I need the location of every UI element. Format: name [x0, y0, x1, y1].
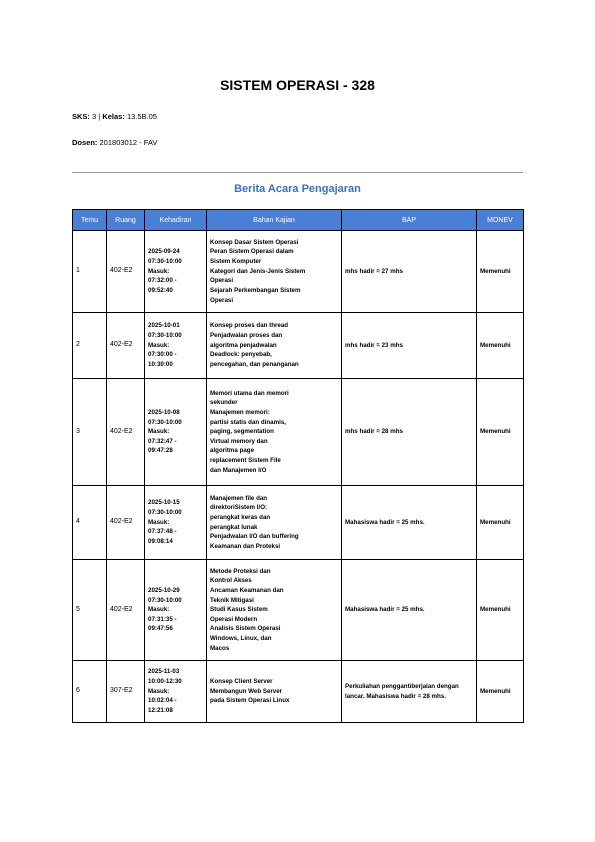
- cell-kehadiran-line: 07:32:00 -: [148, 277, 177, 285]
- cell-kehadiran-line: Masuk:: [148, 606, 170, 614]
- cell-kehadiran: [145, 379, 207, 486]
- cell-bahan-kajian-line: sekunder: [210, 399, 238, 407]
- header-temu: Temu: [73, 210, 107, 231]
- header-bap: BAP: [342, 210, 477, 231]
- cell-kehadiran: [145, 313, 207, 379]
- cell-ruang: 402-E2: [107, 231, 145, 313]
- table-row: [73, 486, 524, 560]
- cell-bap: Mahasiswa hadir = 25 mhs.: [342, 486, 477, 560]
- table-row: [73, 231, 524, 313]
- cell-bahan-kajian-line: paging, segmentation: [210, 428, 274, 436]
- header-monev: MONEV: [477, 210, 524, 231]
- cell-kehadiran-line: 10:02:04 -: [148, 697, 177, 705]
- cell-kehadiran-line: 07:31:35 -: [148, 615, 177, 623]
- cell-kehadiran: [145, 560, 207, 661]
- cell-bap: mhs hadir = 27 mhs: [342, 231, 477, 313]
- cell-kehadiran-line: Masuk:: [148, 341, 170, 349]
- cell-bahan-kajian: [207, 313, 342, 379]
- cell-kehadiran-line: 07:37:48 -: [148, 528, 177, 536]
- section-title: Berita Acara Pengajaran: [234, 183, 361, 195]
- cell-ruang: 402-E2: [107, 560, 145, 661]
- cell-ruang: 402-E2: [107, 486, 145, 560]
- cell-monev: Memenuhi: [477, 486, 524, 560]
- cell-monev: Memenuhi: [477, 313, 524, 379]
- cell-bahan-kajian: [207, 379, 342, 486]
- cell-kehadiran-line: 07:30-10:00: [148, 596, 182, 604]
- cell-bahan-kajian-line: Peran Sistem Operasi dalam: [210, 248, 294, 256]
- cell-bahan-kajian-line: Kontrol Akses: [210, 577, 252, 585]
- cell-bahan-kajian: [207, 560, 342, 661]
- cell-kehadiran-line: 10:30:00: [148, 360, 173, 368]
- sks-label: SKS:: [72, 112, 90, 121]
- cell-kehadiran: [145, 231, 207, 313]
- cell-kehadiran-line: 09:47:28: [148, 447, 173, 455]
- teaching-record-table: [72, 209, 524, 723]
- header-bahan-kajian: Bahan Kajian: [207, 210, 342, 231]
- cell-kehadiran-line: 09:08:14: [148, 537, 173, 545]
- cell-kehadiran-line: 07:30-10:00: [148, 509, 182, 517]
- dosen-value: 201803012 - FAV: [99, 138, 158, 147]
- cell-bahan-kajian-line: Membangun Web Server: [210, 687, 283, 695]
- cell-bahan-kajian-line: Operasi: [210, 296, 234, 304]
- table-row: [73, 313, 524, 379]
- cell-monev: Memenuhi: [477, 661, 524, 723]
- cell-bahan-kajian: [207, 661, 342, 723]
- cell-bahan-kajian-line: pencegahan, dan penanganan: [210, 360, 299, 368]
- cell-kehadiran: [145, 486, 207, 560]
- cell-kehadiran-line: 2025-10-15: [148, 499, 180, 507]
- cell-ruang: 402-E2: [107, 379, 145, 486]
- cell-bahan-kajian-line: Deadlock: penyebab,: [210, 351, 272, 359]
- cell-kehadiran-line: 09:47:56: [148, 625, 173, 633]
- header-ruang: Ruang: [107, 210, 145, 231]
- cell-bahan-kajian-line: perangkat keras dan: [210, 513, 271, 521]
- cell-bahan-kajian-line: Kategori dan Jenis-Jenis Sistem: [210, 267, 306, 275]
- cell-bahan-kajian-line: direktoriSistem I/O:: [210, 504, 268, 512]
- cell-bahan-kajian-line: Manajemen file dan: [210, 494, 268, 502]
- cell-bahan-kajian-line: dan Manajemen I/O: [210, 466, 267, 474]
- cell-bahan-kajian-line: replacement Sistem File: [210, 457, 281, 465]
- table-header-row: [73, 210, 524, 231]
- table-row: [73, 560, 524, 661]
- cell-bahan-kajian-line: Macos: [210, 644, 230, 652]
- cell-bahan-kajian-line: Operasi: [210, 277, 234, 285]
- cell-bahan-kajian-line: Penjadwalan I/O dan buffering: [210, 533, 299, 541]
- table-row: [73, 661, 524, 723]
- cell-bahan-kajian: [207, 486, 342, 560]
- cell-temu: 2: [73, 313, 107, 379]
- cell-bap: mhs hadir = 28 mhs: [342, 379, 477, 486]
- cell-kehadiran-line: 2025-10-01: [148, 322, 180, 330]
- cell-temu: 3: [73, 379, 107, 486]
- cell-kehadiran-line: 07:30:00 -: [148, 351, 177, 359]
- header-kehadiran: Kehadiran: [145, 210, 207, 231]
- cell-ruang: 307-E2: [107, 661, 145, 723]
- cell-bahan-kajian-line: Teknik Mitigasi: [210, 596, 254, 604]
- cell-bahan-kajian-line: Konsep proses dan thread: [210, 322, 289, 330]
- cell-bahan-kajian-line: Operasi Modern: [210, 615, 258, 623]
- cell-bahan-kajian-line: pada Sistem Operasi Linux: [210, 697, 290, 705]
- cell-bahan-kajian: [207, 231, 342, 313]
- cell-monev: Memenuhi: [477, 560, 524, 661]
- cell-kehadiran-line: 2025-09-24: [148, 248, 180, 256]
- cell-bahan-kajian-line: Penjadwalan proses dan: [210, 332, 283, 340]
- cell-bahan-kajian-line: Konsep Client Server: [210, 678, 273, 686]
- cell-bahan-kajian-line: algoritma penjadwalan: [210, 341, 277, 349]
- table-row: [73, 379, 524, 486]
- cell-kehadiran-line: 2025-10-08: [148, 408, 180, 416]
- cell-ruang: 402-E2: [107, 313, 145, 379]
- cell-bahan-kajian-line: Konsep Dasar Sistem Operasi: [210, 238, 299, 246]
- cell-temu: 6: [73, 661, 107, 723]
- separator: |: [98, 112, 101, 121]
- cell-kehadiran-line: 2025-10-29: [148, 586, 180, 594]
- cell-bahan-kajian-line: Metode Proteksi dan: [210, 567, 271, 575]
- cell-temu: 5: [73, 560, 107, 661]
- cell-bahan-kajian-line: Sistem Komputer: [210, 258, 262, 266]
- cell-kehadiran-line: 2025-11-03: [148, 668, 180, 676]
- cell-kehadiran-line: 09:52:40: [148, 286, 173, 294]
- cell-bahan-kajian-line: Ancaman Keamanan dan: [210, 586, 284, 594]
- cell-bahan-kajian-line: Manajemen memori:: [210, 408, 270, 416]
- lecturer-info: [72, 138, 157, 147]
- cell-bahan-kajian-line: perangkat lunak: [210, 523, 258, 531]
- cell-monev: Memenuhi: [477, 379, 524, 486]
- cell-kehadiran-line: 12:21:08: [148, 706, 173, 714]
- cell-bahan-kajian-line: Virtual memory dan: [210, 437, 268, 445]
- cell-kehadiran-line: Masuk:: [148, 428, 170, 436]
- dosen-label: Dosen:: [72, 138, 98, 147]
- cell-temu: 4: [73, 486, 107, 560]
- course-info: [72, 112, 157, 121]
- cell-kehadiran-line: Masuk:: [148, 518, 170, 526]
- cell-bahan-kajian-line: Sejarah Perkembangan Sistem: [210, 286, 301, 294]
- cell-kehadiran-line: Masuk:: [148, 267, 170, 275]
- cell-temu: 1: [73, 231, 107, 313]
- sks-value: 3: [92, 112, 97, 121]
- cell-kehadiran-line: Masuk:: [148, 687, 170, 695]
- cell-bap: Perkuliahan penggantiberjalan dengan lancar. Mahasiswa hadir = 28 mhs.: [342, 661, 477, 723]
- cell-kehadiran-line: 07:30-10:00: [148, 258, 182, 266]
- cell-kehadiran-line: 07:32:47 -: [148, 437, 177, 445]
- cell-bahan-kajian-line: algoritma page: [210, 447, 255, 455]
- cell-kehadiran-line: 07:30-10:00: [148, 332, 182, 340]
- cell-bahan-kajian-line: Keamanan dan Proteksi: [210, 542, 281, 550]
- page-title: SISTEM OPERASI - 328: [220, 77, 375, 93]
- cell-bap: Mahasiswa hadir = 25 mhs.: [342, 560, 477, 661]
- cell-bahan-kajian-line: Memori utama dan memori: [210, 389, 289, 397]
- cell-kehadiran: [145, 661, 207, 723]
- cell-bap: mhs hadir = 23 mhs: [342, 313, 477, 379]
- cell-bahan-kajian-line: Analisis Sistem Operasi: [210, 625, 281, 633]
- cell-kehadiran-line: 07:30-10:00: [148, 418, 182, 426]
- cell-bahan-kajian-line: partisi statis dan dinamis,: [210, 418, 286, 426]
- cell-bahan-kajian-line: Studi Kasus Sistem: [210, 606, 268, 614]
- cell-bahan-kajian-line: Windows, Linux, dan: [210, 635, 272, 643]
- kelas-label: Kelas:: [102, 112, 125, 121]
- kelas-value: 13.5B.05: [126, 112, 157, 121]
- cell-kehadiran-line: 10:00-12:30: [148, 678, 182, 686]
- divider: [72, 172, 523, 173]
- cell-monev: Memenuhi: [477, 231, 524, 313]
